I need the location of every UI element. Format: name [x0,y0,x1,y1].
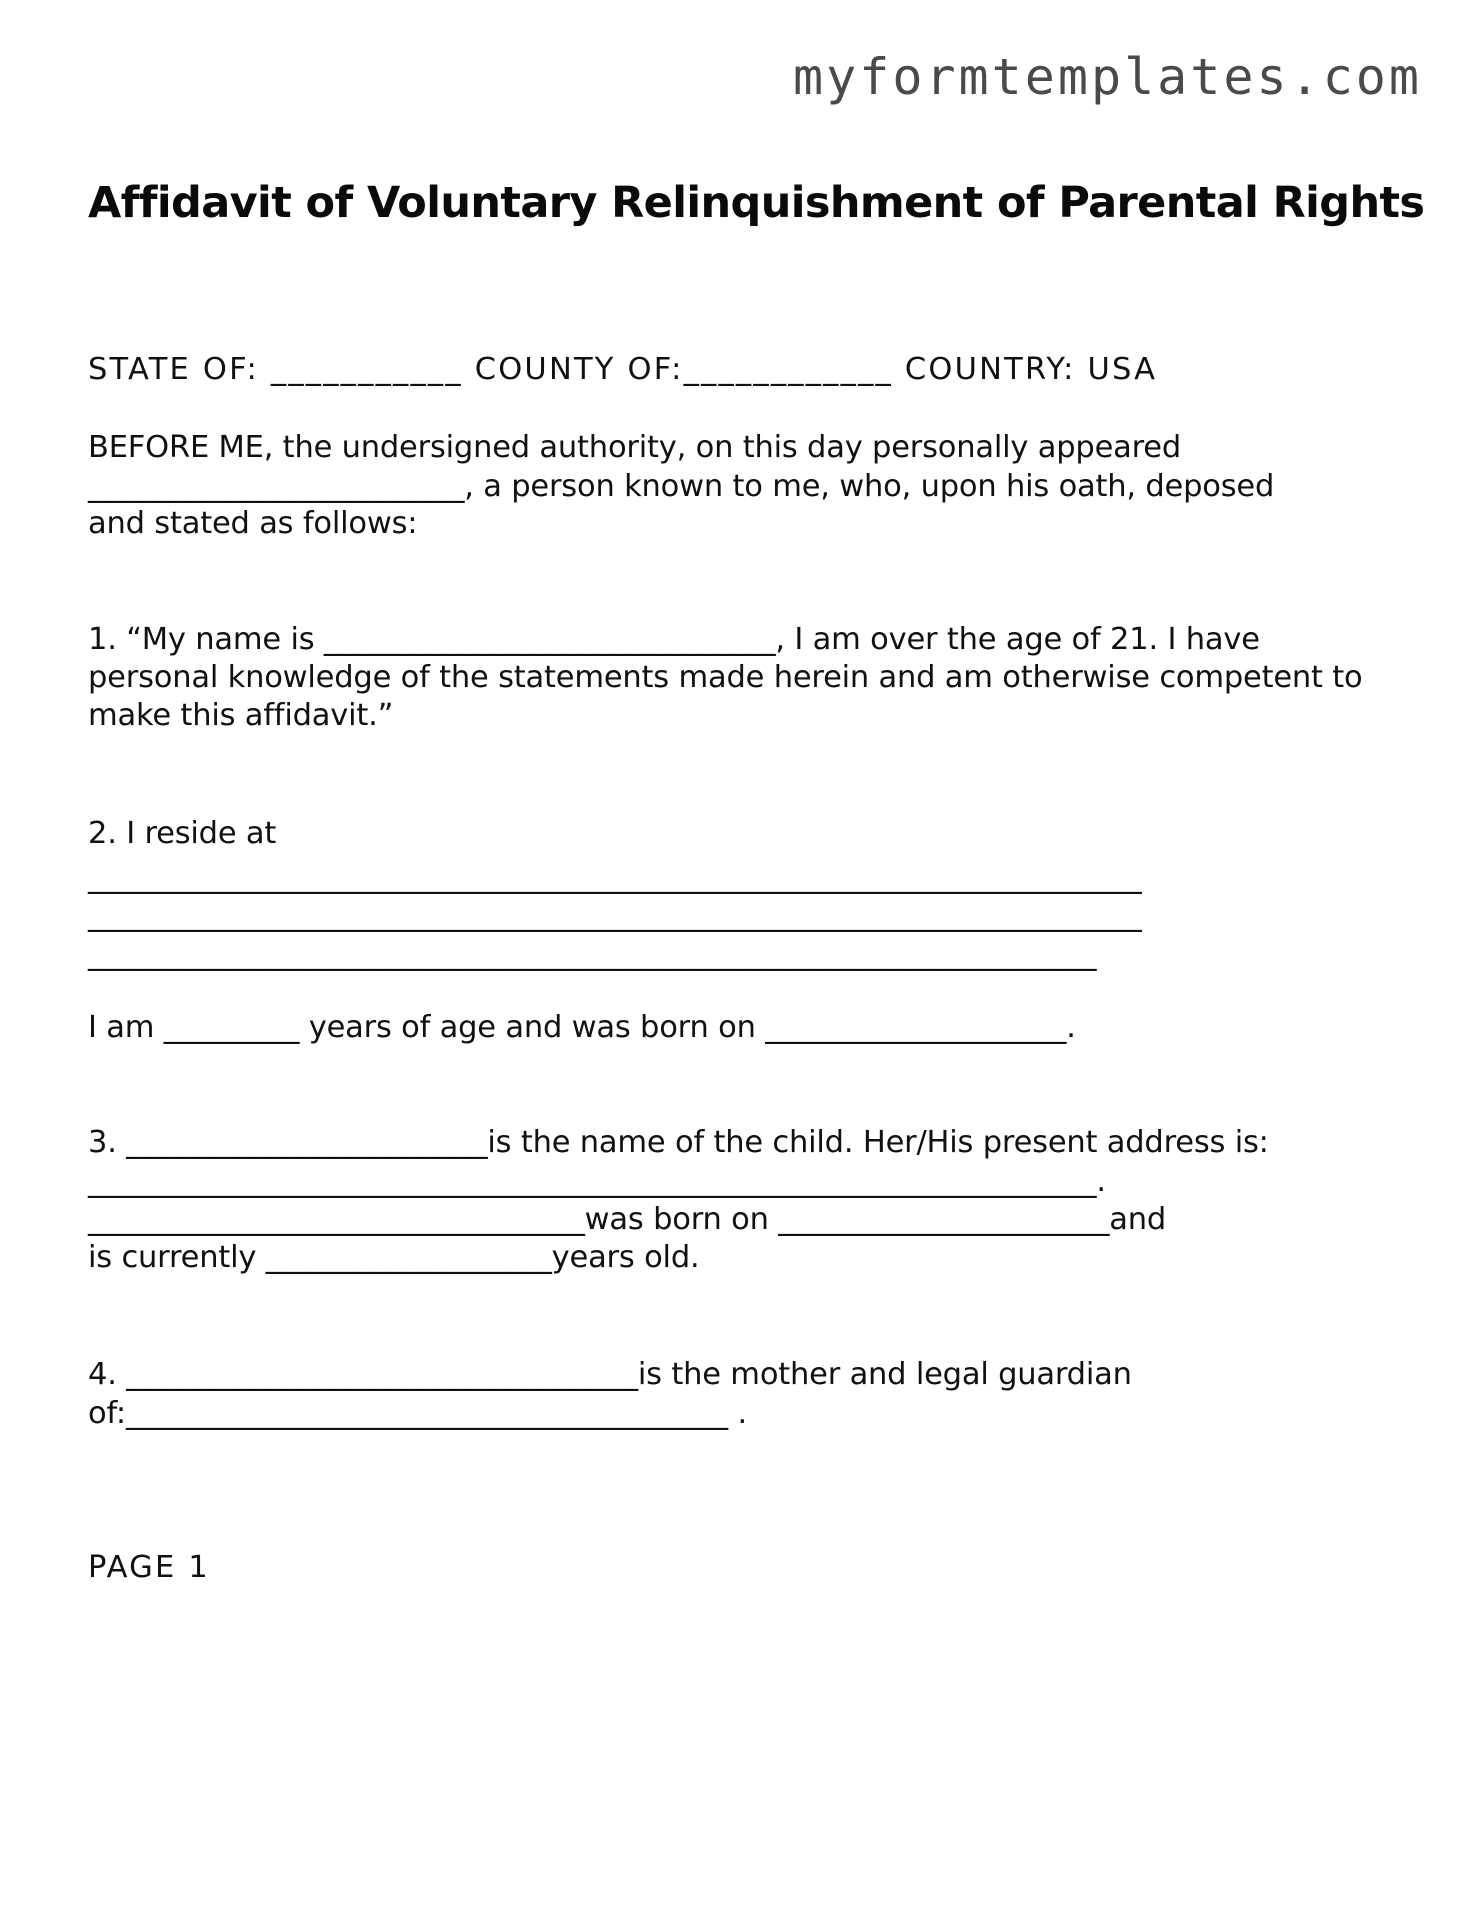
intro-line-2: _________________________, a person known to me, who, upon his oath, deposed [88,469,1275,504]
item4-line-1: 4. __________________________________is the mother and legal guardian [88,1357,1132,1392]
item2-age-line: I am _________ years of age and was born on ____________________. [88,1010,1076,1045]
intro-line-3: and stated as follows: [88,506,418,541]
item4-line-2: of:________________________________________ . [88,1396,747,1431]
page-number: PAGE 1 [88,1550,210,1585]
document-title: Affidavit of Voluntary Relinquishment of Parental Rights [88,178,1425,228]
item2-blank-1: ______________________________________________________________________ [88,860,1142,895]
item2-blank-2: ______________________________________________________________________ [88,898,1142,933]
intro-line-1: BEFORE ME, the undersigned authority, on this day personally appeared [88,430,1182,465]
item3-line-1: 3. ________________________is the name of the child. Her/His present address is: [88,1125,1269,1160]
item1-line-3: make this affidavit.” [88,698,394,733]
watermark-logo: myformtemplates.com [793,48,1422,106]
item3-line-3: _________________________________was born on ______________________and [88,1202,1167,1237]
item2-blank-3: ___________________________________________________________________ [88,937,1097,972]
state-county-country-line: STATE OF: ___________ COUNTY OF:____________ COUNTRY: USA [88,352,1158,387]
item3-line-4: is currently ___________________years old. [88,1240,700,1275]
item3-line-2: ___________________________________________________________________. [88,1164,1106,1199]
item2-line-1: 2. I reside at [88,816,277,851]
item1-line-1: 1. “My name is ______________________________, I am over the age of 21. I have [88,622,1260,657]
item1-line-2: personal knowledge of the statements made herein and am otherwise competent to [88,660,1363,695]
